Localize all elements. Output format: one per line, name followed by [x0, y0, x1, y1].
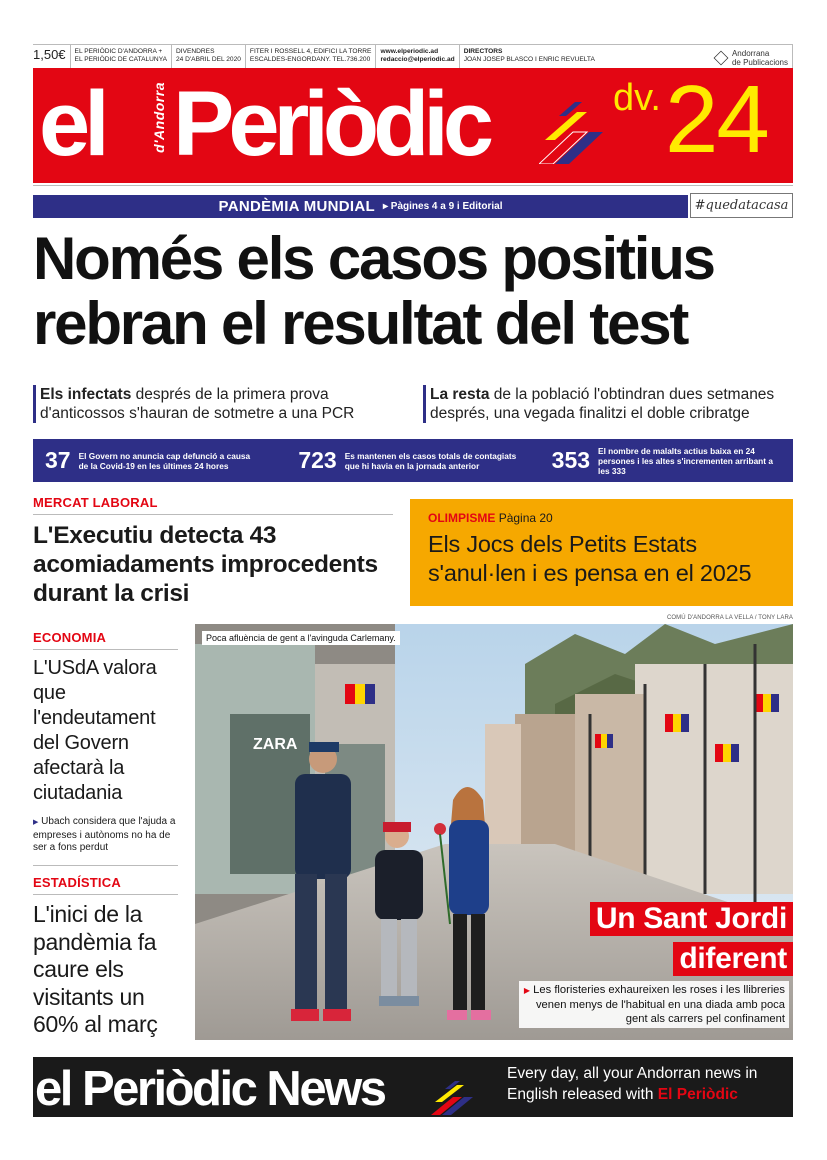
issue-date: DIVENDRES 24 D'ABRIL DEL 2020	[172, 45, 246, 68]
story-olimpisme[interactable]	[410, 499, 793, 606]
story-economia[interactable]	[33, 630, 178, 866]
email-link[interactable]: redaccio@elperiodic.ad	[380, 56, 455, 63]
street-photo[interactable]	[195, 624, 793, 1040]
stat-text: El nombre de malalts actius baixa en 24 persones i les altes s'incrementen arribant a les 333	[598, 445, 773, 476]
promo-tagline: Every day, all your Andorran news in English released with El Periòdic	[507, 1065, 758, 1103]
story-title: L'USdA valora que l'endeutament del Govern afectarà la ciutadania	[33, 657, 157, 804]
story-kicker: OLIMPISME Pàgina 20	[428, 511, 553, 525]
stats-bar	[33, 439, 793, 482]
story-title: L'Executiu detecta 43 acomiadaments improcedents durant la crisi	[33, 522, 378, 607]
bullet-triangle-icon: ▶	[523, 986, 531, 995]
section-name: PANDÈMIA MUNDIAL	[218, 198, 375, 215]
story-title: L'inici de la pandèmia fa caure els visitants un 60% al març	[33, 901, 158, 1037]
contact	[376, 45, 459, 68]
photo-deck: ▶ Les floristeries exhaureixen les roses i les llibreries venen menys de l'habitual en una diada amb poca gent als carrers pel confinament	[519, 981, 789, 1028]
website-link[interactable]: www.elperiodic.ad	[380, 48, 439, 55]
photo-caption: Poca afluència de gent a l'avinguda Carlemany.	[202, 631, 400, 645]
story-mercat-laboral[interactable]	[33, 495, 393, 608]
stat-item	[33, 439, 286, 482]
section-pages: ▸ Pàgines 4 a 9 i Editorial	[382, 201, 503, 212]
stat-number: 37	[45, 447, 71, 473]
masthead-el: el	[39, 73, 104, 175]
promo-brand: el Periòdic News	[35, 1062, 385, 1116]
info-strip	[33, 44, 793, 68]
day-number: 24	[665, 68, 768, 173]
story-kicker: ECONOMIA	[33, 630, 178, 650]
editions: EL PERIÒDIC D'ANDORRA + EL PERIÒDIC DE CATALUNYA	[71, 45, 172, 68]
stat-number: 723	[298, 447, 337, 473]
stat-text: Es mantenen els casos totals de contagiats que hi havia en la jornada anterior	[344, 450, 517, 471]
story-estadistica[interactable]	[33, 875, 178, 1039]
stat-item	[540, 439, 793, 482]
news-promo-banner[interactable]	[33, 1057, 793, 1117]
photo-credit: COMÚ D'ANDORRA LA VELLA / TONY LARA	[666, 615, 793, 621]
stat-number: 353	[551, 447, 591, 473]
photo-headline-line2: diferent	[673, 942, 793, 976]
shop-sign: ZARA	[253, 736, 298, 753]
stat-text: El Govern no anuncia cap defunció a causa de la Covid-19 en les últimes 24 hores	[78, 450, 251, 471]
story-kicker: ESTADÍSTICA	[33, 875, 178, 895]
directors: DIRECTORS JOAN JOSEP BLASCO I ENRIC REVUELTA	[463, 48, 595, 63]
photo-headline-line1: Un Sant Jordi	[590, 902, 793, 936]
subdeck-left: Els infectats després de la primera prova d'anticossos s'hauran de sotmetre a una PCR	[33, 385, 403, 423]
stat-item	[286, 439, 539, 482]
subdeck-right: La resta de la població l'obtindran dues setmanes després, una vegada finalitzi el doble cribratge	[423, 385, 798, 423]
story-brief: ▶ Ubach considera que l'ajuda a empreses i autònoms no ha de ser a fons perdut	[33, 816, 178, 866]
masthead	[33, 68, 793, 183]
masthead-title: Periòdic	[173, 73, 489, 175]
andorra-flag-stripes-icon	[539, 102, 603, 164]
publisher-diamond-icon	[714, 51, 729, 66]
day-abbreviation: dv.	[613, 77, 661, 119]
street-scene-illustration	[195, 624, 793, 1040]
divider	[33, 185, 793, 186]
story-kicker: MERCAT LABORAL	[33, 495, 393, 515]
section-bar	[33, 195, 688, 218]
masthead-andorra: d'Andorra	[151, 82, 167, 153]
andorra-flag-stripes-icon	[431, 1081, 475, 1115]
address: FITER I ROSSELL 4, EDIFICI LA TORRE ESCALDES-ENGORDANY. TEL.736.200	[246, 45, 377, 68]
main-headline: Només els casos positius rebran el resultat del test	[33, 225, 714, 357]
price: 1,50€	[33, 45, 71, 68]
publisher-logo: Andorrana de Publicacions	[710, 45, 793, 68]
bullet-triangle-icon: ▶	[33, 819, 39, 826]
story-title: Els Jocs dels Petits Estats s'anul·len i es pensa en el 2025	[428, 531, 752, 586]
hashtag: #quedatacasa	[690, 193, 793, 218]
